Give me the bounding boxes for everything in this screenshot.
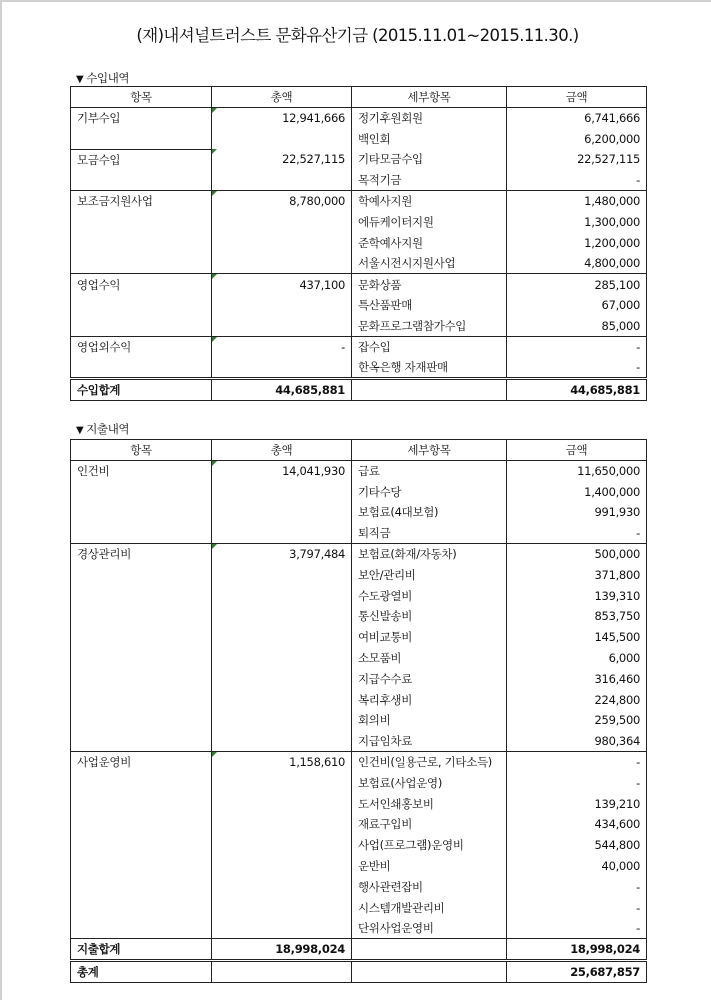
table-row <box>71 772 647 793</box>
table-row <box>71 523 647 544</box>
category-total-cell <box>212 835 352 856</box>
category-total-value: 12,941,666 <box>282 111 345 126</box>
table-row <box>71 856 647 877</box>
header-item: 항목 <box>71 440 212 461</box>
category-total-cell <box>212 856 352 877</box>
detail-amount-cell: 85,000 <box>507 315 647 336</box>
detail-amount-cell: - <box>507 918 647 939</box>
table-row <box>71 689 647 710</box>
category-cell <box>71 772 212 793</box>
category-total-cell <box>212 191 352 212</box>
detail-amount-cell: - <box>507 357 647 379</box>
category-total-cell <box>212 128 352 149</box>
table-row <box>71 710 647 731</box>
category-cell <box>71 731 212 752</box>
total-amount: 18,998,024 <box>507 939 647 961</box>
category-cell <box>71 897 212 918</box>
detail-item-cell: 사업(프로그램)운영비 <box>352 835 507 856</box>
detail-amount-cell: - <box>507 876 647 897</box>
category-cell: 영업수익 <box>71 274 212 295</box>
category-cell: 인건비 <box>71 461 212 482</box>
table-row <box>71 108 647 129</box>
detail-item-cell: 학예사지원 <box>352 191 507 212</box>
category-total-cell <box>212 336 352 357</box>
detail-item-cell: 한옥은행 자재판매 <box>352 357 507 379</box>
detail-amount-cell: 1,400,000 <box>507 481 647 502</box>
total-empty <box>352 379 507 401</box>
detail-item-cell: 통신발송비 <box>352 606 507 627</box>
table-row <box>71 668 647 689</box>
header-detail: 세부항목 <box>352 87 507 108</box>
header-amount: 금액 <box>507 440 647 461</box>
category-total-cell <box>212 606 352 627</box>
detail-item-cell: 여비교통비 <box>352 627 507 648</box>
detail-amount-cell: 991,930 <box>507 502 647 523</box>
category-total-cell <box>212 149 352 170</box>
detail-item-cell: 문화프로그램참가수입 <box>352 315 507 336</box>
total-label: 수입합계 <box>71 379 212 401</box>
detail-amount-cell: 371,800 <box>507 564 647 585</box>
cell-note-flag-icon <box>212 544 217 549</box>
expense-section-title: 지출내역 <box>86 422 130 436</box>
table-row <box>71 793 647 814</box>
category-cell <box>71 710 212 731</box>
detail-amount-cell: 40,000 <box>507 856 647 877</box>
detail-amount-cell: - <box>507 170 647 191</box>
table-row <box>71 357 647 379</box>
income-section-label <box>76 70 129 86</box>
detail-item-cell: 기타모금수입 <box>352 149 507 170</box>
detail-amount-cell: 544,800 <box>507 835 647 856</box>
category-total-cell <box>212 772 352 793</box>
category-total-cell <box>212 274 352 295</box>
table-row <box>71 128 647 149</box>
detail-amount-cell: 67,000 <box>507 295 647 316</box>
cell-note-flag-icon <box>212 149 217 154</box>
detail-amount-cell: 285,100 <box>507 274 647 295</box>
category-total-cell <box>212 502 352 523</box>
cell-note-flag-icon <box>212 108 217 113</box>
table-row <box>71 295 647 316</box>
detail-amount-cell: 139,310 <box>507 585 647 606</box>
detail-amount-cell: 4,800,000 <box>507 253 647 274</box>
category-cell <box>71 295 212 316</box>
category-cell: 모금수입 <box>71 149 212 170</box>
category-total-cell <box>212 585 352 606</box>
category-total-cell <box>212 315 352 336</box>
detail-item-cell: 특산품판매 <box>352 295 507 316</box>
category-cell <box>71 523 212 544</box>
total-empty <box>352 939 507 961</box>
category-cell <box>71 564 212 585</box>
detail-item-cell: 기타수당 <box>352 481 507 502</box>
table-row <box>71 274 647 295</box>
table-row <box>71 814 647 835</box>
category-cell <box>71 481 212 502</box>
table-row <box>71 876 647 897</box>
category-cell <box>71 814 212 835</box>
category-total-cell <box>212 752 352 773</box>
category-cell <box>71 128 212 149</box>
page-title: (재)내셔널트러스트 문화유산기금 (2015.11.01~2015.11.30.) <box>136 26 579 45</box>
header-amount: 금액 <box>507 87 647 108</box>
category-cell <box>71 232 212 253</box>
income-table <box>70 86 647 401</box>
category-total-value: 14,041,930 <box>282 464 345 479</box>
detail-item-cell: 보험료(4대보험) <box>352 502 507 523</box>
category-total-value: - <box>341 339 345 354</box>
detail-item-cell: 퇴직금 <box>352 523 507 544</box>
total-row <box>71 379 647 401</box>
detail-item-cell: 잡수입 <box>352 336 507 357</box>
category-total-value: 1,158,610 <box>289 755 345 770</box>
detail-amount-cell: 316,460 <box>507 668 647 689</box>
detail-item-cell: 보안/관리비 <box>352 564 507 585</box>
grand-total-row <box>71 961 647 983</box>
category-cell <box>71 253 212 274</box>
category-cell <box>71 627 212 648</box>
category-total-cell <box>212 668 352 689</box>
header-detail: 세부항목 <box>352 440 507 461</box>
cell-note-flag-icon <box>212 461 217 466</box>
category-total-cell <box>212 461 352 482</box>
table-row <box>71 232 647 253</box>
category-cell <box>71 689 212 710</box>
expense-section-label <box>76 421 129 437</box>
category-total-cell <box>212 232 352 253</box>
category-cell <box>71 648 212 669</box>
detail-amount-cell: - <box>507 897 647 918</box>
detail-item-cell: 소모품비 <box>352 648 507 669</box>
table-row <box>71 481 647 502</box>
category-cell <box>71 918 212 939</box>
category-total-cell <box>212 544 352 565</box>
detail-amount-cell: 139,210 <box>507 793 647 814</box>
detail-item-cell: 지급임차료 <box>352 731 507 752</box>
detail-item-cell: 급료 <box>352 461 507 482</box>
category-total-cell <box>212 253 352 274</box>
detail-item-cell: 운반비 <box>352 856 507 877</box>
detail-amount-cell: 1,480,000 <box>507 191 647 212</box>
detail-item-cell: 수도광열비 <box>352 585 507 606</box>
grand-total-label: 총계 <box>71 961 212 983</box>
detail-item-cell: 도서인쇄홍보비 <box>352 793 507 814</box>
detail-item-cell: 단위사업운영비 <box>352 918 507 939</box>
header-item: 항목 <box>71 87 212 108</box>
category-cell: 기부수입 <box>71 108 212 129</box>
detail-amount-cell: 259,500 <box>507 710 647 731</box>
category-total-cell <box>212 710 352 731</box>
detail-amount-cell: 434,600 <box>507 814 647 835</box>
detail-amount-cell: 6,741,666 <box>507 108 647 129</box>
grand-total-empty <box>352 961 507 983</box>
detail-amount-cell: 22,527,115 <box>507 149 647 170</box>
table-row <box>71 606 647 627</box>
detail-item-cell: 복리후생비 <box>352 689 507 710</box>
detail-item-cell: 문화상품 <box>352 274 507 295</box>
category-total-value: 3,797,484 <box>289 547 345 562</box>
detail-item-cell: 회의비 <box>352 710 507 731</box>
detail-item-cell: 시스템개발관리비 <box>352 897 507 918</box>
cell-note-flag-icon <box>212 752 217 757</box>
category-cell <box>71 835 212 856</box>
table-row <box>71 918 647 939</box>
table-row <box>71 585 647 606</box>
expense-body <box>71 461 647 983</box>
detail-item-cell: 재료구입비 <box>352 814 507 835</box>
table-row <box>71 315 647 336</box>
detail-item-cell: 인건비(일용근로, 기타소득) <box>352 752 507 773</box>
detail-amount-cell: 224,800 <box>507 689 647 710</box>
category-total-cell <box>212 731 352 752</box>
cell-note-flag-icon <box>212 191 217 196</box>
category-cell <box>71 170 212 191</box>
category-total-cell <box>212 357 352 379</box>
table-row <box>71 211 647 232</box>
total-amount: 44,685,881 <box>507 379 647 401</box>
detail-item-cell: 백인회 <box>352 128 507 149</box>
category-total-cell <box>212 523 352 544</box>
detail-amount-cell: - <box>507 752 647 773</box>
detail-amount-cell: - <box>507 523 647 544</box>
header-total: 총액 <box>212 440 352 461</box>
triangle-down-icon: ▼ <box>76 74 84 85</box>
detail-item-cell: 보험료(사업운영) <box>352 772 507 793</box>
category-total-cell <box>212 689 352 710</box>
category-cell <box>71 606 212 627</box>
grand-total-empty <box>212 961 352 983</box>
category-cell <box>71 315 212 336</box>
detail-amount-cell: - <box>507 772 647 793</box>
detail-item-cell: 보험료(화재/자동차) <box>352 544 507 565</box>
cell-note-flag-icon <box>212 274 217 279</box>
expense-table <box>70 439 647 983</box>
category-total-cell <box>212 627 352 648</box>
triangle-down-icon: ▼ <box>76 425 84 436</box>
detail-amount-cell: 11,650,000 <box>507 461 647 482</box>
grand-total-amount: 25,687,857 <box>507 961 647 983</box>
table-row <box>71 336 647 357</box>
category-cell: 사업운영비 <box>71 752 212 773</box>
table-row <box>71 253 647 274</box>
detail-amount-cell: - <box>507 336 647 357</box>
table-row <box>71 149 647 170</box>
category-total-cell <box>212 481 352 502</box>
category-cell: 영업외수익 <box>71 336 212 357</box>
table-row <box>71 627 647 648</box>
category-cell <box>71 793 212 814</box>
detail-item-cell: 준학예사지원 <box>352 232 507 253</box>
category-cell <box>71 357 212 379</box>
table-row <box>71 564 647 585</box>
table-row <box>71 731 647 752</box>
category-cell: 보조금지원사업 <box>71 191 212 212</box>
category-total-value: 437,100 <box>299 277 345 292</box>
header-total: 총액 <box>212 87 352 108</box>
income-body <box>71 108 647 401</box>
detail-amount-cell: 980,364 <box>507 731 647 752</box>
category-total-cell <box>212 170 352 191</box>
category-cell <box>71 502 212 523</box>
category-cell <box>71 856 212 877</box>
detail-amount-cell: 1,300,000 <box>507 211 647 232</box>
category-total-cell <box>212 814 352 835</box>
detail-item-cell: 행사관련잡비 <box>352 876 507 897</box>
detail-item-cell: 지급수수료 <box>352 668 507 689</box>
table-row <box>71 544 647 565</box>
detail-item-cell: 정기후원회원 <box>352 108 507 129</box>
table-row <box>71 461 647 482</box>
category-total-cell <box>212 564 352 585</box>
table-row <box>71 835 647 856</box>
category-total-cell <box>212 648 352 669</box>
category-total-cell <box>212 876 352 897</box>
total-sum: 18,998,024 <box>212 939 352 961</box>
detail-amount-cell: 1,200,000 <box>507 232 647 253</box>
table-row <box>71 191 647 212</box>
income-section-title: 수입내역 <box>86 71 130 85</box>
table-row <box>71 752 647 773</box>
category-total-cell <box>212 793 352 814</box>
total-sum: 44,685,881 <box>212 379 352 401</box>
cell-note-flag-icon <box>212 337 217 342</box>
category-total-cell <box>212 918 352 939</box>
detail-item-cell: 에듀케이터지원 <box>352 211 507 232</box>
total-label: 지출합계 <box>71 939 212 961</box>
table-row <box>71 897 647 918</box>
expense-header-row <box>71 440 647 461</box>
table-row <box>71 502 647 523</box>
total-row <box>71 939 647 961</box>
category-cell <box>71 585 212 606</box>
detail-item-cell: 서울시전시지원사업 <box>352 253 507 274</box>
detail-amount-cell: 853,750 <box>507 606 647 627</box>
category-cell <box>71 876 212 897</box>
detail-amount-cell: 500,000 <box>507 544 647 565</box>
category-total-cell <box>212 211 352 232</box>
detail-item-cell: 목적기금 <box>352 170 507 191</box>
category-total-cell <box>212 897 352 918</box>
category-total-value: 8,780,000 <box>289 194 345 209</box>
category-total-cell <box>212 108 352 129</box>
table-row <box>71 648 647 669</box>
category-total-cell <box>212 295 352 316</box>
table-row <box>71 170 647 191</box>
detail-amount-cell: 6,200,000 <box>507 128 647 149</box>
income-header-row <box>71 87 647 108</box>
detail-amount-cell: 145,500 <box>507 627 647 648</box>
detail-amount-cell: 6,000 <box>507 648 647 669</box>
category-cell <box>71 668 212 689</box>
category-total-value: 22,527,115 <box>282 152 345 167</box>
category-cell: 경상관리비 <box>71 544 212 565</box>
category-cell <box>71 211 212 232</box>
